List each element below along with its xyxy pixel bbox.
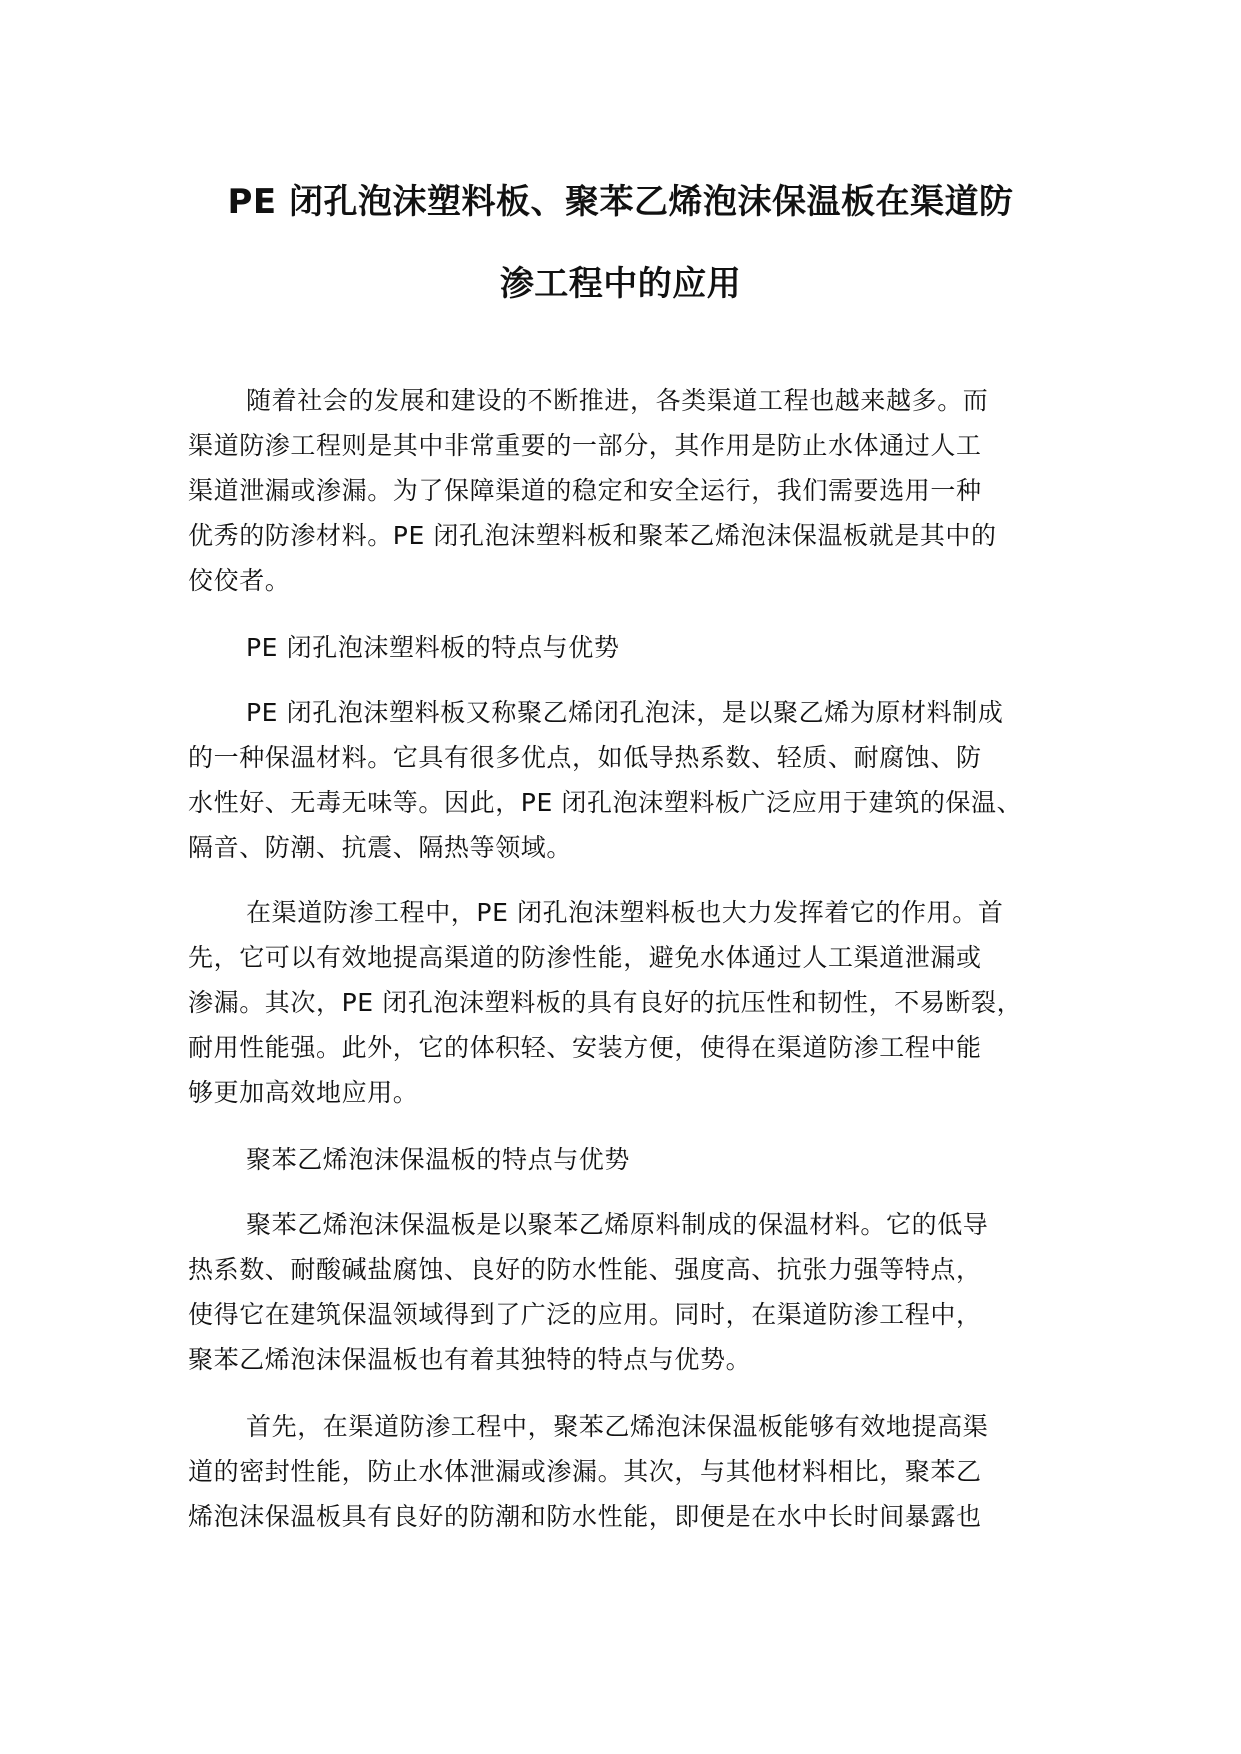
paragraph-5-line-2: 道的密封性能，防止水体泄漏或渗漏。其次，与其他材料相比，聚苯乙: [188, 1457, 982, 1486]
paragraph-3-line-2: 先，它可以有效地提高渠道的防渗性能，避免水体通过人工渠道泄漏或: [188, 943, 982, 972]
paragraph-3-line-5: 够更加高效地应用。: [188, 1078, 419, 1107]
paragraph-4-line-1: 聚苯乙烯泡沫保温板是以聚苯乙烯原料制成的保温材料。它的低导: [246, 1210, 989, 1239]
paragraph-5-line-1: 首先，在渠道防渗工程中，聚苯乙烯泡沫保温板能够有效地提高渠: [246, 1412, 989, 1441]
document-title-line-1: PE 闭孔泡沫塑料板、聚苯乙烯泡沫保温板在渠道防: [227, 182, 1014, 222]
paragraph-1-line-4: 优秀的防渗材料。PE 闭孔泡沫塑料板和聚苯乙烯泡沫保温板就是其中的: [188, 521, 997, 550]
paragraph-1-line-3: 渠道泄漏或渗漏。为了保障渠道的稳定和安全运行，我们需要选用一种: [188, 476, 982, 505]
section-heading-pe: PE 闭孔泡沫塑料板的特点与优势: [246, 633, 620, 662]
paragraph-3-line-3: 渗漏。其次，PE 闭孔泡沫塑料板的具有良好的抗压性和韧性，不易断裂，: [188, 988, 1023, 1017]
paragraph-3-line-4: 耐用性能强。此外，它的体积轻、安装方便，使得在渠道防渗工程中能: [188, 1033, 982, 1062]
section-heading-eps: 聚苯乙烯泡沫保温板的特点与优势: [246, 1145, 631, 1174]
paragraph-5-line-3: 烯泡沫保温板具有良好的防潮和防水性能，即便是在水中长时间暴露也: [188, 1502, 982, 1531]
paragraph-2-line-2: 的一种保温材料。它具有很多优点，如低导热系数、轻质、耐腐蚀、防: [188, 743, 982, 772]
paragraph-1-line-5: 佼佼者。: [188, 566, 291, 595]
paragraph-2-line-4: 隔音、防潮、抗震、隔热等领域。: [188, 833, 573, 862]
paragraph-4-line-3: 使得它在建筑保温领域得到了广泛的应用。同时，在渠道防渗工程中，: [188, 1300, 982, 1329]
paragraph-1-line-2: 渠道防渗工程则是其中非常重要的一部分，其作用是防止水体通过人工: [188, 431, 982, 460]
paragraph-1-line-1: 随着社会的发展和建设的不断推进，各类渠道工程也越来越多。而: [246, 386, 989, 415]
paragraph-3-line-1: 在渠道防渗工程中，PE 闭孔泡沫塑料板也大力发挥着它的作用。首: [246, 898, 1004, 927]
paragraph-2-line-3: 水性好、无毒无味等。因此，PE 闭孔泡沫塑料板广泛应用于建筑的保温、: [188, 788, 1023, 817]
paragraph-2-line-1: PE 闭孔泡沫塑料板又称聚乙烯闭孔泡沫，是以聚乙烯为原材料制成: [246, 698, 1004, 727]
paragraph-4-line-2: 热系数、耐酸碱盐腐蚀、良好的防水性能、强度高、抗张力强等特点，: [188, 1255, 982, 1284]
document-title-line-2: 渗工程中的应用: [499, 264, 742, 304]
paragraph-4-line-4: 聚苯乙烯泡沫保温板也有着其独特的特点与优势。: [188, 1345, 752, 1374]
